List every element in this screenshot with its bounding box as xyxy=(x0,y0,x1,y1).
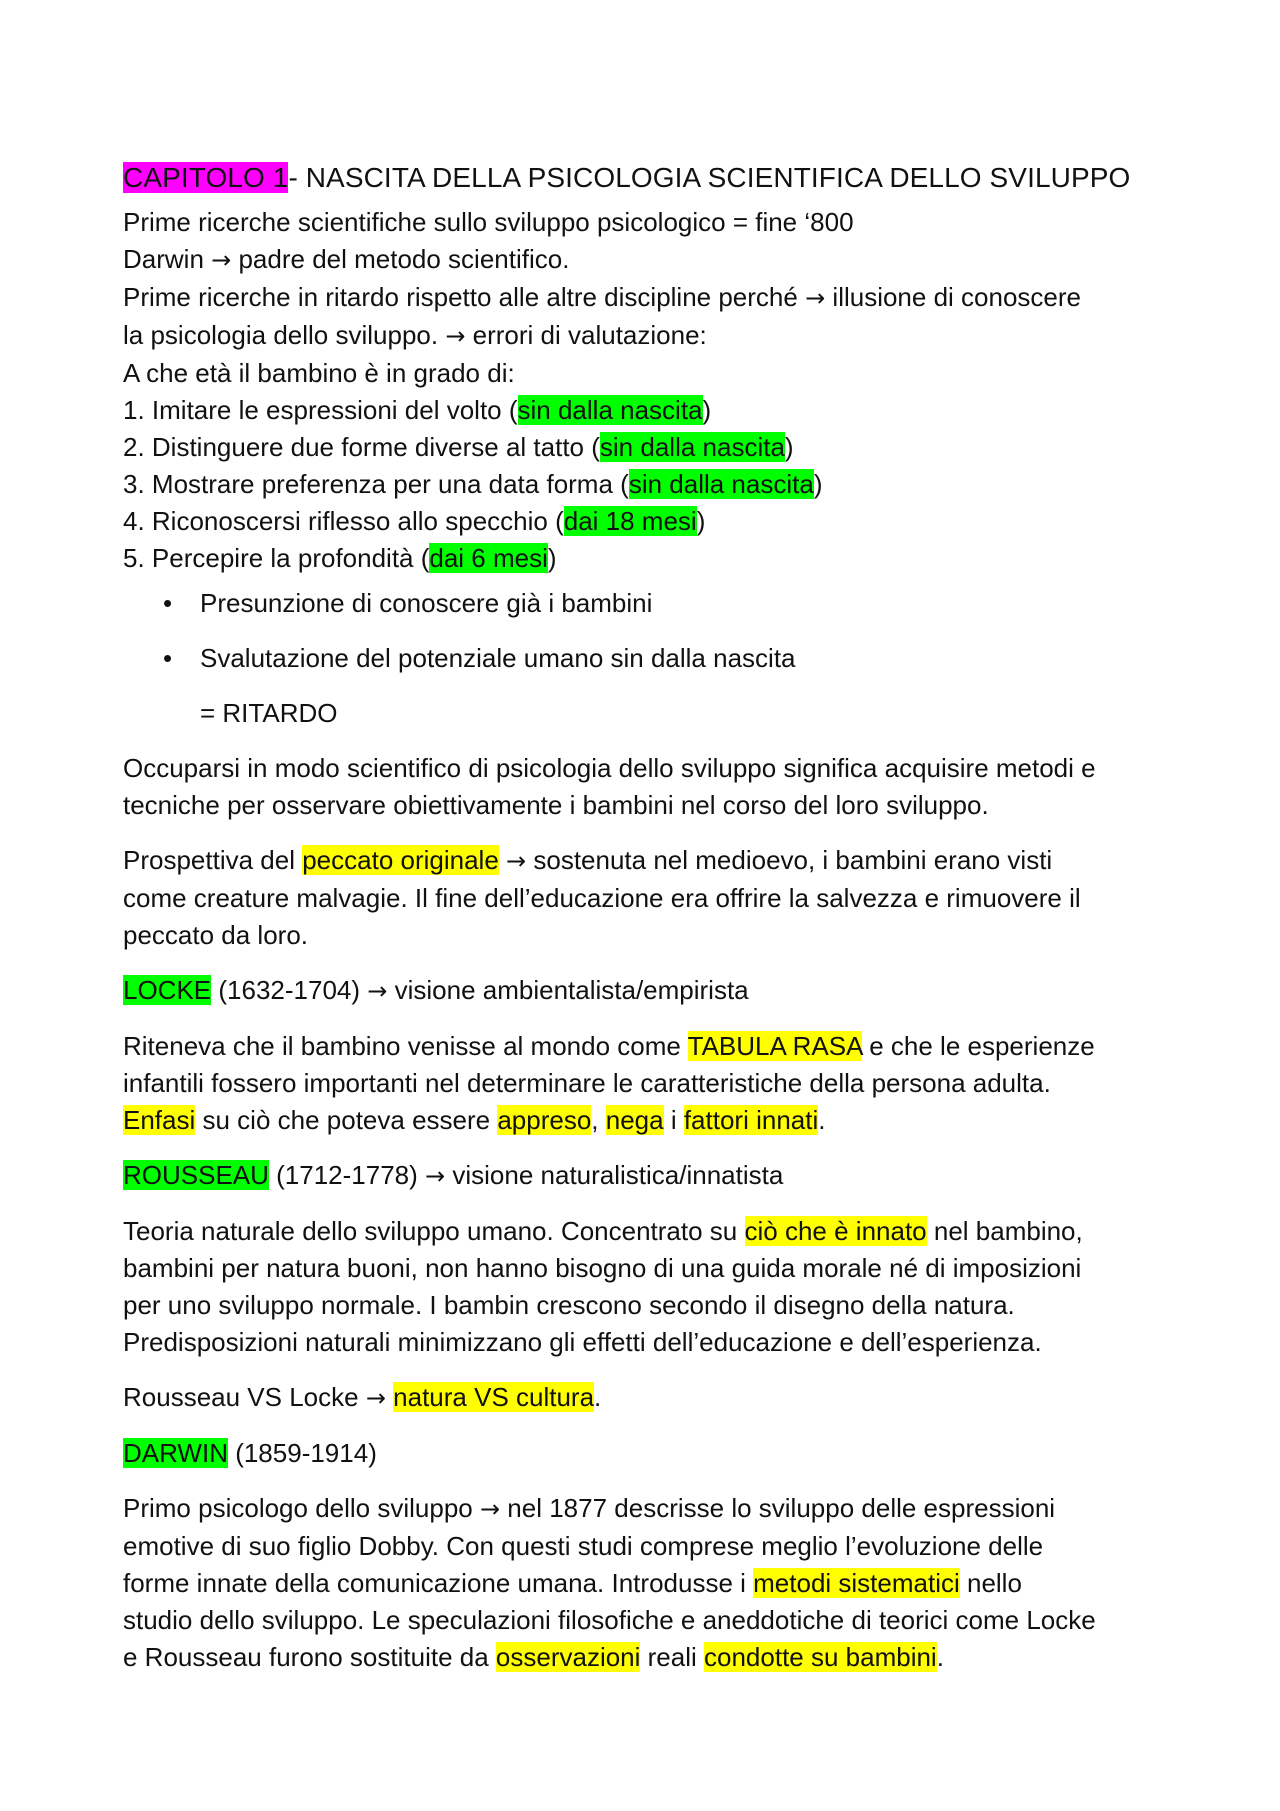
text: e Rousseau furono sostituite da xyxy=(123,1642,496,1672)
highlight: dai 18 mesi xyxy=(563,506,697,536)
text: 4. Riconoscersi riflesso allo specchio ( xyxy=(123,506,564,536)
text: Prime ricerche in ritardo rispetto alle altre discipline perché xyxy=(123,282,806,312)
text: . xyxy=(936,1642,944,1672)
locke-paragraph xyxy=(123,1028,1180,1139)
chapter-label: CAPITOLO 1 xyxy=(123,162,289,193)
text-line xyxy=(123,1565,1180,1602)
highlight: condotte su bambini xyxy=(704,1642,937,1672)
chapter-heading: - NASCITA DELLA PSICOLOGIA SCIENTIFICA DELLO SVILUPPO xyxy=(288,162,1131,193)
numbered-item xyxy=(123,540,1180,577)
highlight: ciò che è innato xyxy=(744,1216,927,1246)
rousseau-heading xyxy=(123,1157,1180,1195)
text: bambini per natura buoni, non hanno bisogno di una guida morale né di imposizioni xyxy=(123,1253,1082,1283)
text: , xyxy=(591,1105,606,1135)
highlight: LOCKE xyxy=(123,975,212,1005)
text: padre del metodo scientifico. xyxy=(231,244,570,274)
numbered-item xyxy=(123,429,1180,466)
text-line xyxy=(123,1028,1180,1065)
text: forme innate della comunicazione umana. Introdusse i xyxy=(123,1568,754,1598)
text: su ciò che poteva essere xyxy=(195,1105,498,1135)
darwin-heading xyxy=(123,1435,1180,1472)
highlight: sin dalla nascita xyxy=(599,432,785,462)
text: e che le esperienze xyxy=(862,1031,1095,1061)
text: tecniche per osservare obiettivamente i bambini nel corso del loro sviluppo. xyxy=(123,790,989,820)
text: Primo psicologo dello sviluppo xyxy=(123,1493,480,1523)
highlight: sin dalla nascita xyxy=(628,469,814,499)
scientific-paragraph xyxy=(123,750,1180,824)
text: infantili fossero importanti nel determinare le caratteristiche della persona adulta. xyxy=(123,1068,1051,1098)
text: visione ambientalista/empirista xyxy=(387,975,749,1005)
highlight: DARWIN xyxy=(123,1438,228,1468)
bullet-list xyxy=(123,585,1180,677)
arrow-right-icon: → xyxy=(506,847,527,875)
numbered-item xyxy=(123,466,1180,503)
highlight: ROUSSEAU xyxy=(123,1160,269,1190)
locke-heading xyxy=(123,972,1180,1010)
arrow-right-icon: → xyxy=(805,284,826,312)
text: ) xyxy=(547,543,557,573)
text-line xyxy=(123,1490,1180,1528)
text: come creature malvagie. Il fine dell’educazione era offrire la salvezza e rimuovere il xyxy=(123,883,1081,913)
arrow-right-icon: → xyxy=(211,246,232,274)
text: errori di valutazione: xyxy=(465,320,707,350)
text: illusione di conoscere xyxy=(825,282,1081,312)
arrow-right-icon: → xyxy=(425,1162,446,1190)
text: (1632-1704) xyxy=(211,975,368,1005)
text: (1712-1778) xyxy=(268,1160,426,1190)
text: studio dello sviluppo. Le speculazioni filosofiche e aneddotiche di teorici come Locke xyxy=(123,1605,1096,1635)
text: Predisposizioni naturali minimizzano gli effetti dell’educazione e dell’esperienza. xyxy=(123,1327,1042,1357)
highlight: appreso xyxy=(497,1105,592,1135)
text: . xyxy=(594,1382,602,1412)
versus-line xyxy=(123,1379,1180,1417)
text: nel 1877 descrisse lo sviluppo delle espressioni xyxy=(500,1493,1056,1523)
text: nel bambino, xyxy=(926,1216,1083,1246)
text: per uno sviluppo normale. I bambin crescono secondo il disegno della natura. xyxy=(123,1290,1015,1320)
intro-line: A che età il bambino è in grado di: xyxy=(123,358,515,388)
highlight: fattori innati xyxy=(683,1105,819,1135)
text: visione naturalistica/innatista xyxy=(445,1160,784,1190)
text: Rousseau VS Locke xyxy=(123,1382,366,1412)
text: 3. Mostrare preferenza per una data forma ( xyxy=(123,469,629,499)
text: i xyxy=(663,1105,684,1135)
chapter-title xyxy=(123,156,1180,200)
arrow-right-icon: → xyxy=(445,322,466,350)
bullet-item: • Presunzione di conoscere già i bambini xyxy=(123,585,1180,622)
text: ) xyxy=(702,395,712,425)
darwin-paragraph xyxy=(123,1490,1180,1676)
peccato-paragraph xyxy=(123,842,1180,954)
highlight: natura VS cultura xyxy=(393,1382,595,1412)
arrow-right-icon: → xyxy=(479,1495,501,1523)
text: Teoria naturale dello sviluppo umano. Concentrato su xyxy=(123,1216,745,1246)
text: ) xyxy=(813,469,823,499)
highlight: nega xyxy=(605,1105,664,1135)
highlight: osservazioni xyxy=(495,1642,641,1672)
bullet-item: • Svalutazione del potenziale umano sin dalla nascita xyxy=(123,640,1180,677)
text: Riteneva che il bambino venisse al mondo come xyxy=(123,1031,688,1061)
text-line xyxy=(123,1639,1180,1676)
arrow-right-icon: → xyxy=(367,977,388,1005)
highlight: peccato originale xyxy=(302,845,499,875)
text: 5. Percepire la profondità ( xyxy=(123,543,430,573)
highlight: Enfasi xyxy=(123,1105,196,1135)
text-line xyxy=(123,1213,1180,1250)
highlight: TABULA RASA xyxy=(687,1031,862,1061)
text: nello xyxy=(959,1568,1022,1598)
highlight: metodi sistematici xyxy=(753,1568,960,1598)
intro-paragraph xyxy=(123,204,1180,732)
text: ) xyxy=(696,506,706,536)
numbered-item xyxy=(123,503,1180,540)
text: 1. Imitare le espressioni del volto ( xyxy=(123,395,518,425)
text-line xyxy=(123,1102,1180,1139)
intro-line xyxy=(123,241,1180,279)
highlight: sin dalla nascita xyxy=(517,395,703,425)
text: emotive di suo figlio Dobby. Con questi studi comprese meglio l’evoluzione delle xyxy=(123,1531,1044,1561)
text-line xyxy=(123,842,1180,880)
text: la psicologia dello sviluppo. xyxy=(123,320,446,350)
numbered-item xyxy=(123,392,1180,429)
text: peccato da loro. xyxy=(123,920,309,950)
intro-line xyxy=(123,279,1180,317)
highlight: dai 6 mesi xyxy=(429,543,548,573)
text: reali xyxy=(640,1642,704,1672)
intro-line xyxy=(123,317,1180,355)
arrow-right-icon: → xyxy=(365,1384,386,1412)
text: 2. Distinguere due forme diverse al tatto ( xyxy=(123,432,600,462)
rousseau-paragraph xyxy=(123,1213,1180,1361)
ritardo-conclusion: = RITARDO xyxy=(200,698,338,728)
text: Occuparsi in modo scientifico di psicologia dello sviluppo significa acquisire metodi e xyxy=(123,753,1096,783)
text: . xyxy=(818,1105,826,1135)
text: Prospettiva del xyxy=(123,845,303,875)
text: Darwin xyxy=(123,244,212,274)
intro-line: Prime ricerche scientifiche sullo sviluppo psicologico = fine ‘800 xyxy=(123,207,854,237)
text: (1859-1914) xyxy=(227,1438,377,1468)
text: sostenuta nel medioevo, i bambini erano visti xyxy=(526,845,1053,875)
text: ) xyxy=(784,432,794,462)
